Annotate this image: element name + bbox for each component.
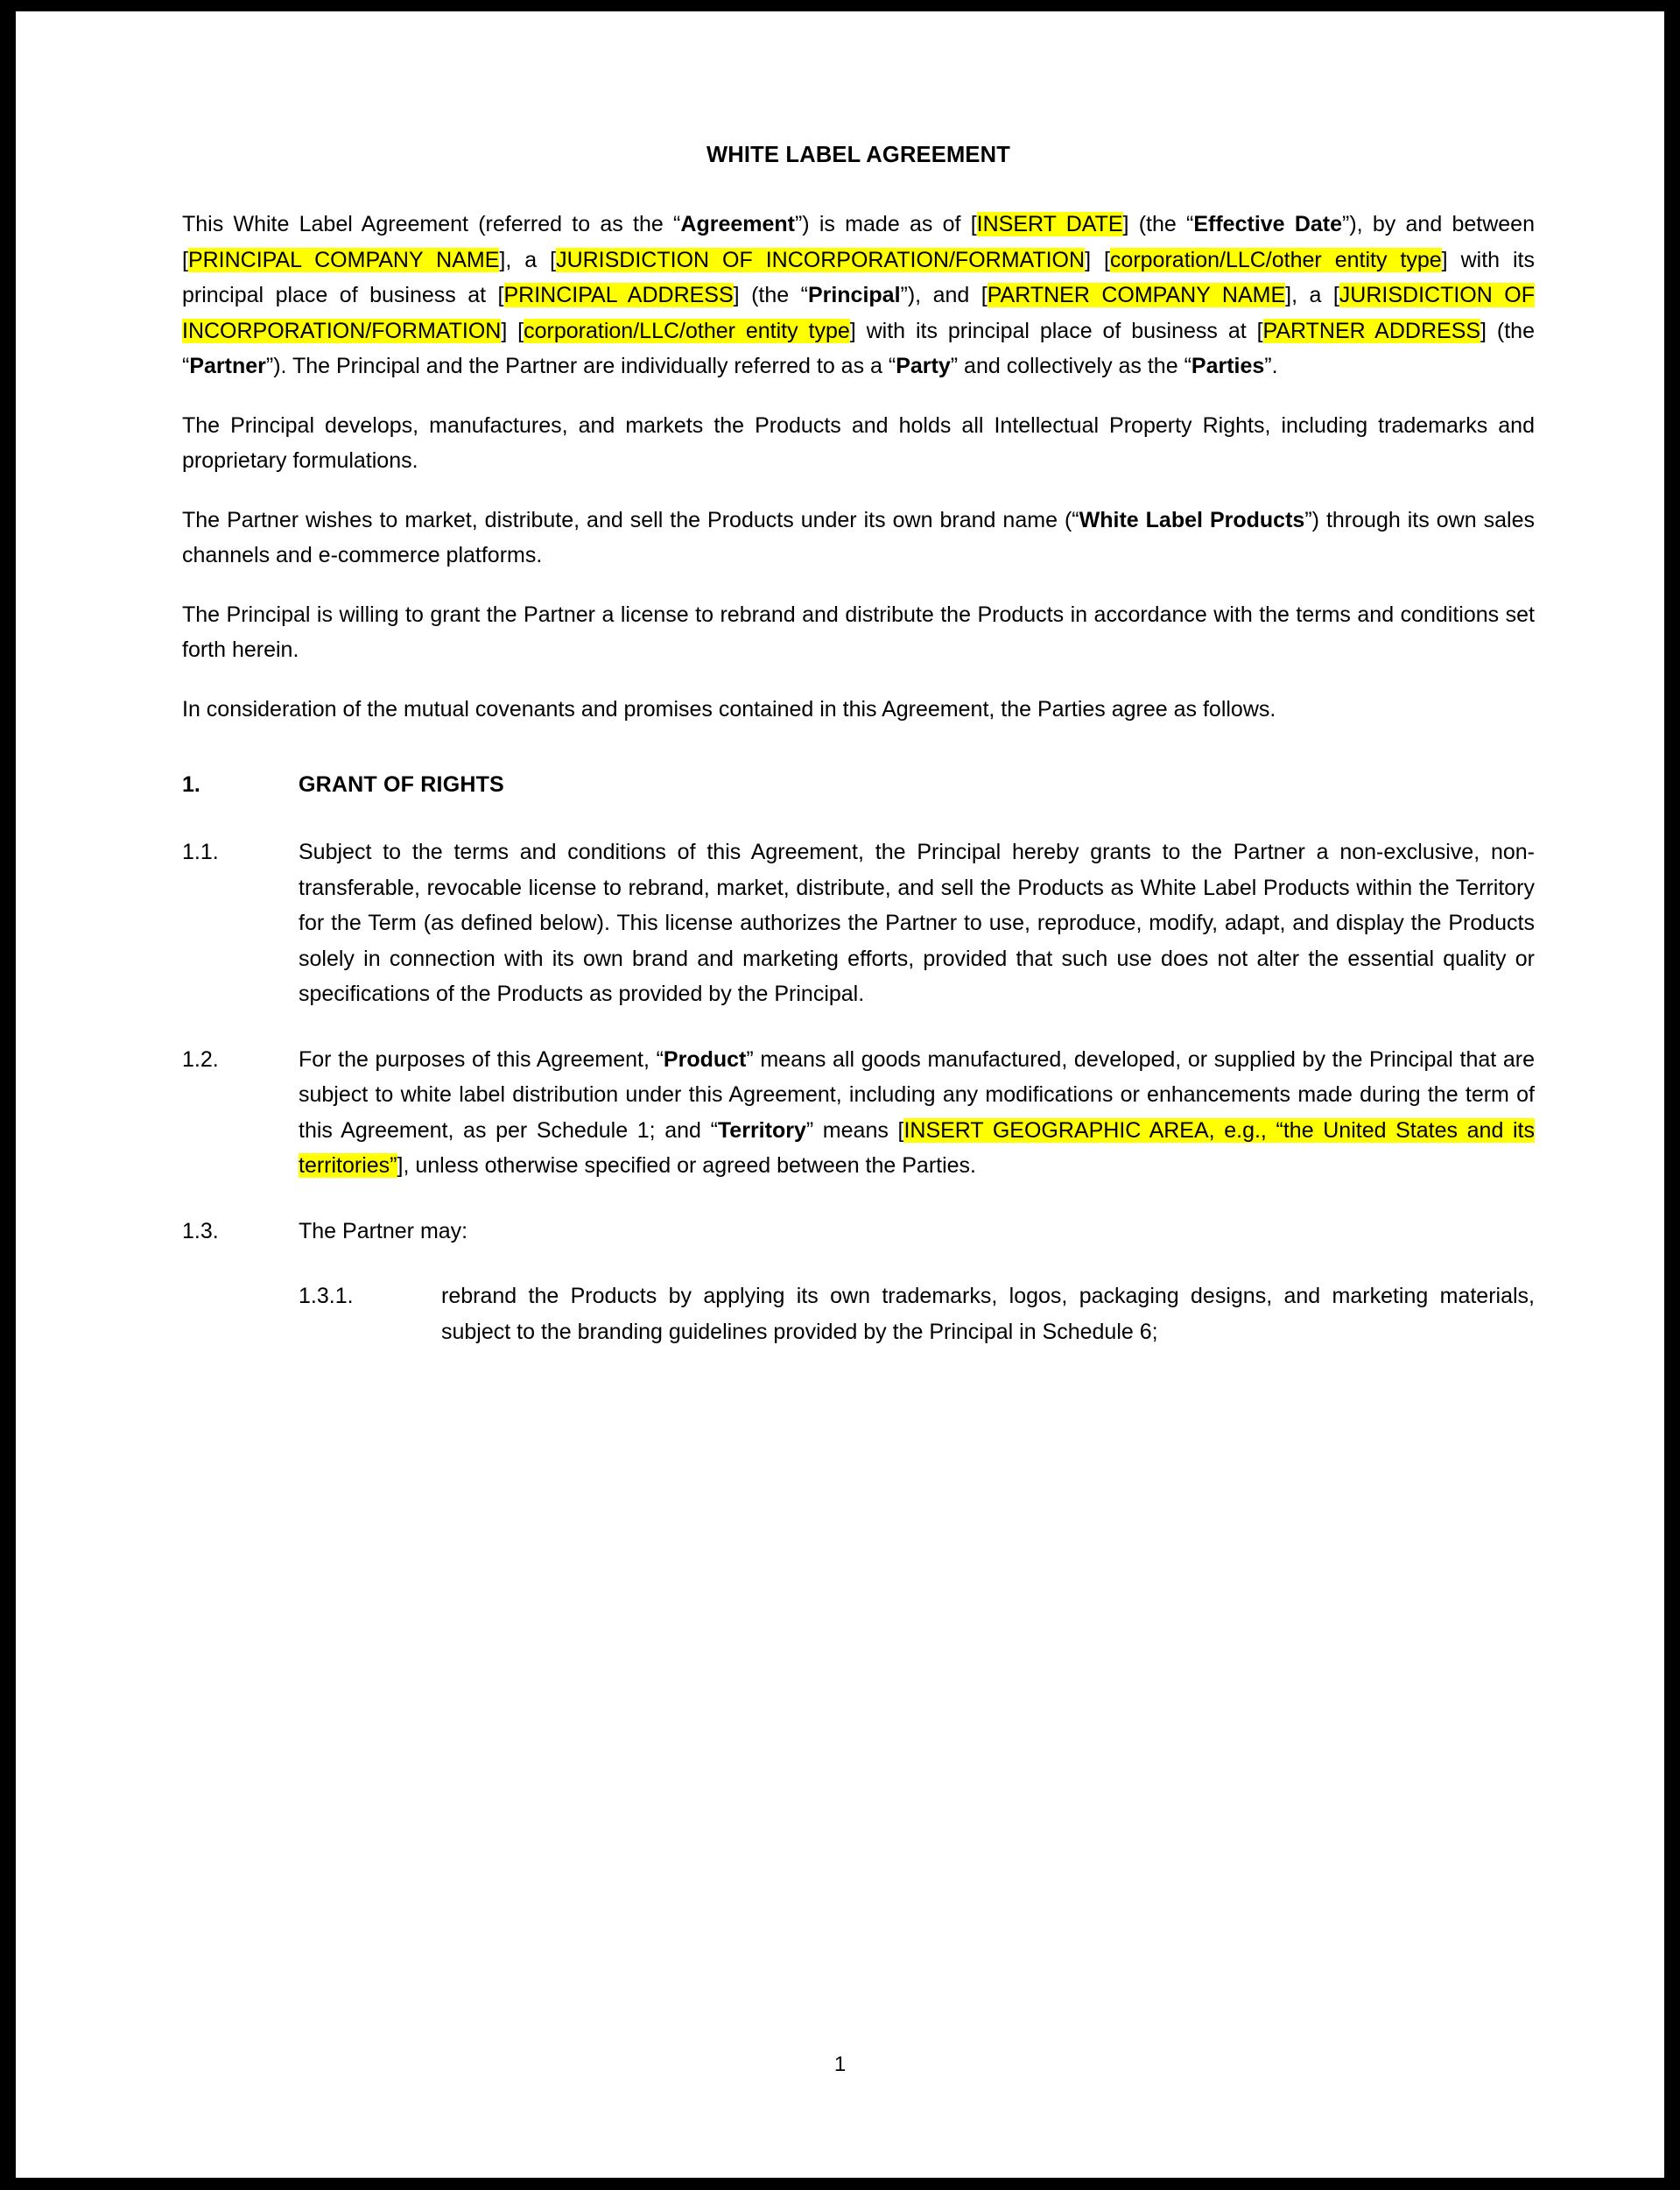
intro-bold-parties: Parties	[1191, 354, 1265, 378]
page-number: 1	[833, 2053, 847, 2076]
intro-text-4: ”), by and between [	[182, 212, 1535, 272]
intro-text-11: ] [	[501, 318, 524, 343]
intro-bold-effective-date: Effective Date	[1193, 212, 1343, 236]
clause-1-2-text-2: ” means all goods manufactured, developed, or supplied by the Principal that are subject to white label distribution under this Agreement, including any modifications or enhancements made during the term of this Agreement, as per Schedule 1; and “	[299, 1046, 1535, 1143]
placeholder-principal-address: PRINCIPAL ADDRESS	[503, 283, 734, 307]
intro-text-6: ] [	[1085, 247, 1110, 272]
clause-1-3-1-text: rebrand the Products by applying its own trademarks, logos, packaging designs, and marketing materials, subject to the branding guidelines provided by the Principal in Schedule 6;	[441, 1284, 1535, 1344]
recital-paragraph-3: The Principal is willing to grant the Partner a license to rebrand and distribute the Products in accordance with the terms and conditions set forth herein.	[182, 602, 1535, 662]
clause-1-2-text-4: ], unless otherwise specified or agreed between the Parties.	[397, 1153, 977, 1178]
page-title: WHITE LABEL AGREEMENT	[706, 143, 1011, 167]
placeholder-principal-jurisdiction: JURISDICTION OF INCORPORATION/FORMATION	[556, 247, 1086, 272]
placeholder-principal-company-name: PRINCIPAL COMPANY NAME	[187, 247, 500, 272]
recital-2-text-2: ”) through its own sales channels and e-commerce platforms.	[182, 507, 1535, 567]
placeholder-partner-entity-type: corporation/LLC/other entity type	[524, 318, 850, 343]
placeholder-partner-address: PARTNER ADDRESS	[1262, 318, 1481, 343]
clause-1-2-text-1: For the purposes of this Agreement, “	[299, 1046, 664, 1072]
recital-paragraph-2	[182, 503, 1535, 574]
clause-1-2-number: 1.2.	[182, 1046, 219, 1072]
recital-paragraph-4: In consideration of the mutual covenants and promises contained in this Agreement, the Parties agree as follows.	[182, 696, 1276, 722]
intro-text-3: ] (the “	[1122, 212, 1194, 236]
intro-text-5: ], a [	[499, 247, 557, 272]
intro-text-7: ] with its principal place of business at [	[182, 247, 1535, 307]
clause-1-3	[182, 1214, 1535, 1250]
clause-1-1	[182, 834, 1535, 1012]
intro-bold-partner: Partner	[189, 354, 266, 378]
intro-text-13: ] (the “	[182, 318, 1535, 378]
placeholder-principal-entity-type: corporation/LLC/other entity type	[1109, 247, 1442, 272]
intro-text-16: ”.	[1264, 354, 1278, 378]
clause-1-3-1-number: 1.3.1.	[299, 1284, 354, 1308]
clause-1-2	[182, 1042, 1535, 1184]
intro-text-14: ”). The Principal and the Partner are individually referred to as a “	[265, 354, 896, 378]
intro-text-1: This White Label Agreement (referred to as the “	[182, 212, 681, 236]
intro-bold-agreement: Agreement	[680, 212, 795, 236]
clause-1-1-text: Subject to the terms and conditions of this Agreement, the Principal hereby grants to the Partner a non-exclusive, non-transferable, revocable license to rebrand, market, distribute, and sell the Products as White Label Products within the Territory for the Term (as defined below). This license authorizes the Partner to use, reproduce, modify, adapt, and display the Products solely in connection with its own brand and marketing efforts, provided that such use does not alter the essential quality or specifications of the Products as provided by the Principal.	[299, 840, 1535, 1006]
placeholder-partner-company-name: PARTNER COMPANY NAME	[987, 283, 1286, 307]
intro-text-8: ] (the “	[733, 283, 808, 307]
clause-1-1-number: 1.1.	[182, 840, 219, 864]
intro-paragraph	[182, 207, 1535, 384]
intro-text-15: ” and collectively as the “	[950, 354, 1191, 378]
intro-bold-party: Party	[896, 354, 951, 378]
clause-1-2-text	[299, 1042, 1535, 1184]
recital-2-bold-white-label-products: White Label Products	[1079, 507, 1305, 532]
intro-text-9: ”), and [	[900, 283, 988, 307]
clause-1-3-1	[182, 1278, 1535, 1349]
intro-text-12: ] with its principal place of business at [	[849, 318, 1263, 343]
document-page	[16, 11, 1664, 2178]
clause-1-3-text: The Partner may:	[299, 1218, 468, 1243]
section-1-number: 1.	[182, 772, 200, 797]
clause-1-3-number: 1.3.	[182, 1218, 219, 1243]
section-1-heading	[182, 772, 1535, 798]
section-1-title: GRANT OF RIGHTS	[299, 772, 504, 797]
recital-paragraph-1: The Principal develops, manufactures, and markets the Products and holds all Intellectual Property Rights, including trademarks and proprietary formulations.	[182, 412, 1535, 473]
placeholder-partner-jurisdiction: JURISDICTION OF INCORPORATION/FORMATION	[182, 283, 1535, 343]
intro-bold-principal: Principal	[807, 283, 901, 307]
intro-text-2: ”) is made as of [	[794, 212, 977, 236]
recital-2-text-1: The Partner wishes to market, distribute, and sell the Products under its own brand name (“	[182, 507, 1079, 532]
placeholder-geographic-area: INSERT GEOGRAPHIC AREA, e.g., “the United States and its territories”	[299, 1117, 1535, 1178]
clause-1-2-bold-territory: Territory	[717, 1117, 806, 1143]
intro-text-10: ], a [	[1285, 283, 1339, 307]
clause-1-2-bold-product: Product	[663, 1046, 747, 1072]
clause-1-2-text-3: ” means [	[805, 1117, 904, 1143]
placeholder-insert-date: INSERT DATE	[976, 212, 1123, 236]
